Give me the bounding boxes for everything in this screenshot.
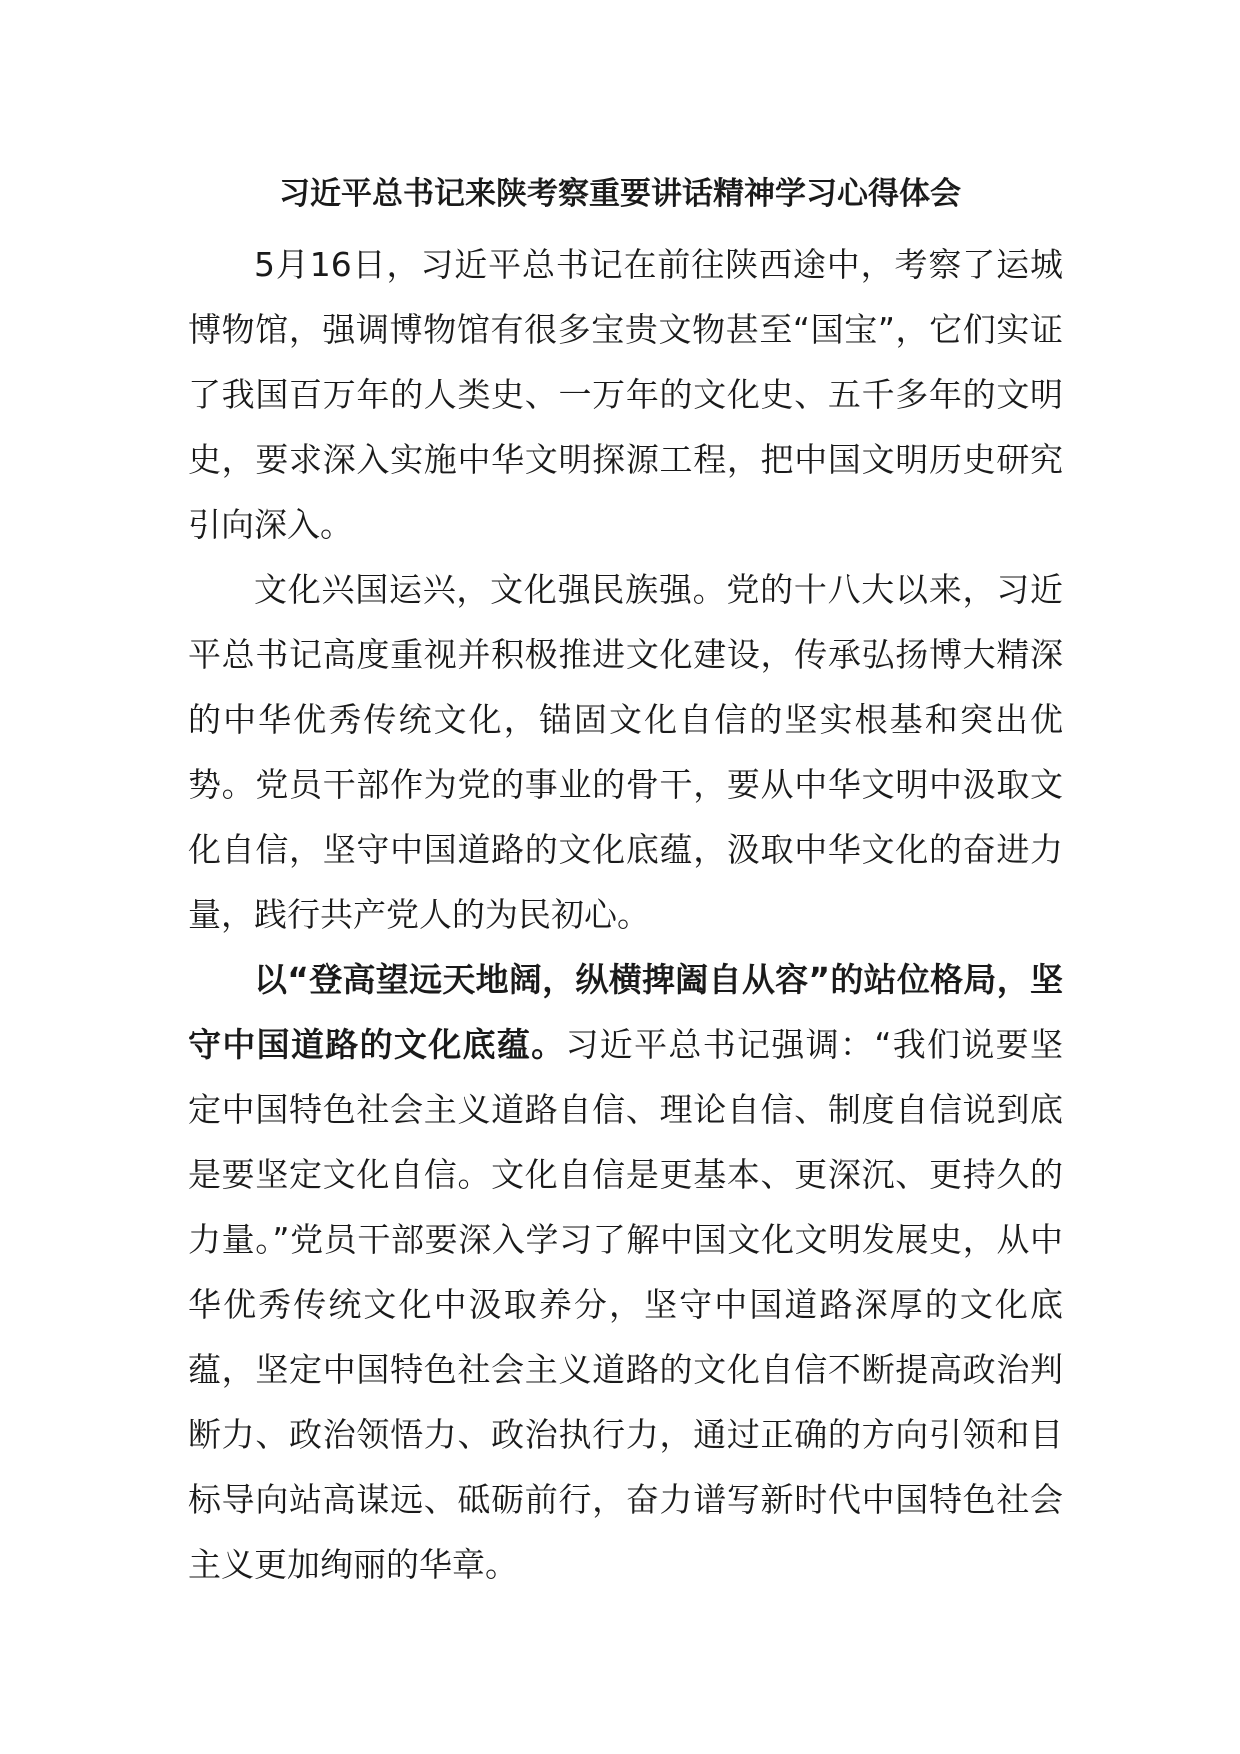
paragraph-2 — [188, 557, 1063, 947]
paragraph-1 — [188, 232, 1063, 557]
document-body — [188, 232, 1063, 1597]
paragraph-3 — [188, 947, 1063, 1597]
paragraph-1-text: 5月16日，习近平总书记在前往陕西途中，考察了运城博物馆，强调博物馆有很多宝贵文物甚至“国宝”，它们实证了我国百万年的人类史、一万年的文化史、五千多年的文明史，要求深入实施中华文明探源工程，把中国文明历史研究引向深入。 — [188, 245, 1063, 544]
paragraph-3-bold-lead: 以“登高望远天地阔，纵横捭阖自从容”的站位格局，坚守中国道路的文化底蕴。 — [188, 960, 1063, 1064]
paragraph-3-text: 习近平总书记强调：“我们说要坚定中国特色社会主义道路自信、理论自信、制度自信说到底是要坚定文化自信。文化自信是更基本、更深沉、更持久的力量。”党员干部要深入学习了解中国文化文明发展史，从中华优秀传统文化中汲取养分，坚守中国道路深厚的文化底蕴，坚定中国特色社会主义道路的文化自信不断提高政治判断力、政治领悟力、政治执行力，通过正确的方向引领和目标导向站高谋远、砥砺前行，奋力谱写新时代中国特色社会主义更加绚丽的华章。 — [188, 1025, 1063, 1584]
paragraph-2-text: 文化兴国运兴，文化强民族强。党的十八大以来，习近平总书记高度重视并积极推进文化建设，传承弘扬博大精深的中华优秀传统文化，锚固文化自信的坚实根基和突出优势。党员干部作为党的事业的骨干，要从中华文明中汲取文化自信，坚守中国道路的文化底蕴，汲取中华文化的奋进力量，践行共产党人的为民初心。 — [188, 570, 1063, 934]
document-title: 习近平总书记来陕考察重要讲话精神学习心得体会 — [279, 176, 961, 212]
